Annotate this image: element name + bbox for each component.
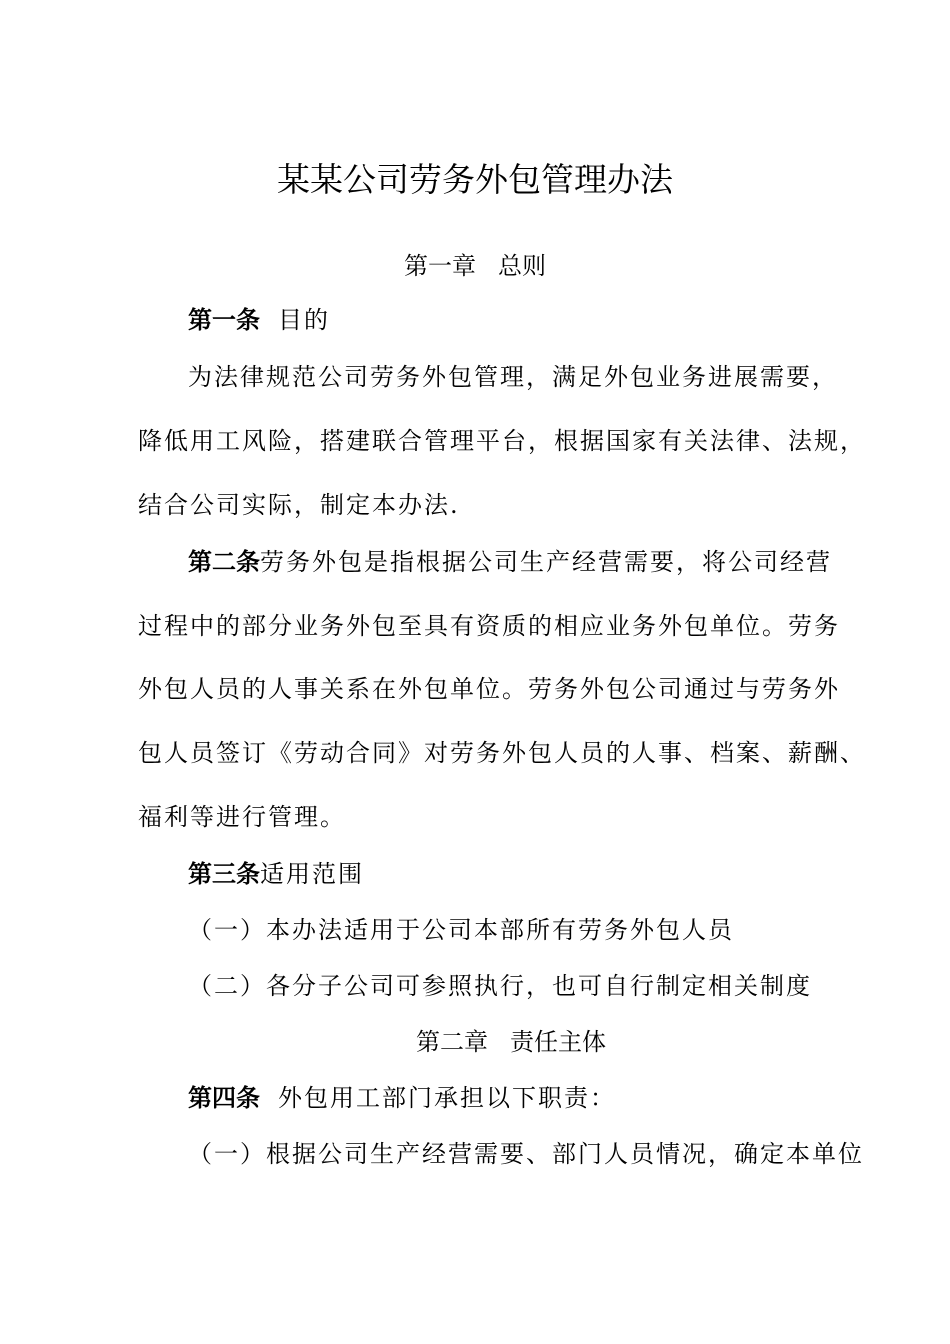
article-1-line-3: 结合公司实际，制定本办法. <box>138 491 460 519</box>
article-2-label: 第二条 <box>188 548 260 576</box>
article-1-label: 第一条 <box>188 306 260 334</box>
article-3-item-1: （一）本办法适用于公司本部所有劳务外包人员 <box>188 916 734 944</box>
chapter-2-name: 责任主体 <box>510 1028 606 1056</box>
document-title: 某某公司劳务外包管理办法 <box>277 160 673 199</box>
article-2-line-4: 包人员签订《劳动合同》对劳务外包人员的人事、档案、薪酬、 <box>138 739 866 767</box>
chapter-2-heading <box>36 1024 950 1060</box>
article-3-label: 第三条 <box>188 860 260 888</box>
article-2-line-2: 过程中的部分业务外包至具有资质的相应业务外包单位。劳务 <box>138 612 840 640</box>
article-4-name: 外包用工部门承担以下职责： <box>278 1084 616 1112</box>
article-2-line-5: 福利等进行管理。 <box>138 803 346 831</box>
article-1-heading <box>188 302 330 338</box>
article-3-item-2: （二）各分子公司可参照执行，也可自行制定相关制度 <box>188 972 812 1000</box>
article-2-line-3: 外包人员的人事关系在外包单位。劳务外包公司通过与劳务外 <box>138 675 840 703</box>
chapter-1-number: 第一章 <box>404 252 476 280</box>
article-1-line-1: 为法律规范公司劳务外包管理，满足外包业务进展需要， <box>188 363 838 391</box>
article-2-line-1 <box>188 544 832 580</box>
article-4-item-1: （一）根据公司生产经营需要、部门人员情况，确定本单位 <box>188 1140 864 1168</box>
chapter-1-name: 总则 <box>498 252 546 280</box>
article-2-first-line: 劳务外包是指根据公司生产经营需要，将公司经营 <box>260 548 832 576</box>
chapter-1-heading <box>0 248 950 284</box>
article-4-heading <box>188 1080 616 1116</box>
article-3-heading <box>188 856 364 892</box>
article-3-name: 适用范围 <box>260 860 364 888</box>
article-4-label: 第四条 <box>188 1084 260 1112</box>
article-1-line-2: 降低用工风险，搭建联合管理平台，根据国家有关法律、法规， <box>138 427 866 455</box>
article-1-name: 目的 <box>278 306 330 334</box>
chapter-2-number: 第二章 <box>416 1028 488 1056</box>
